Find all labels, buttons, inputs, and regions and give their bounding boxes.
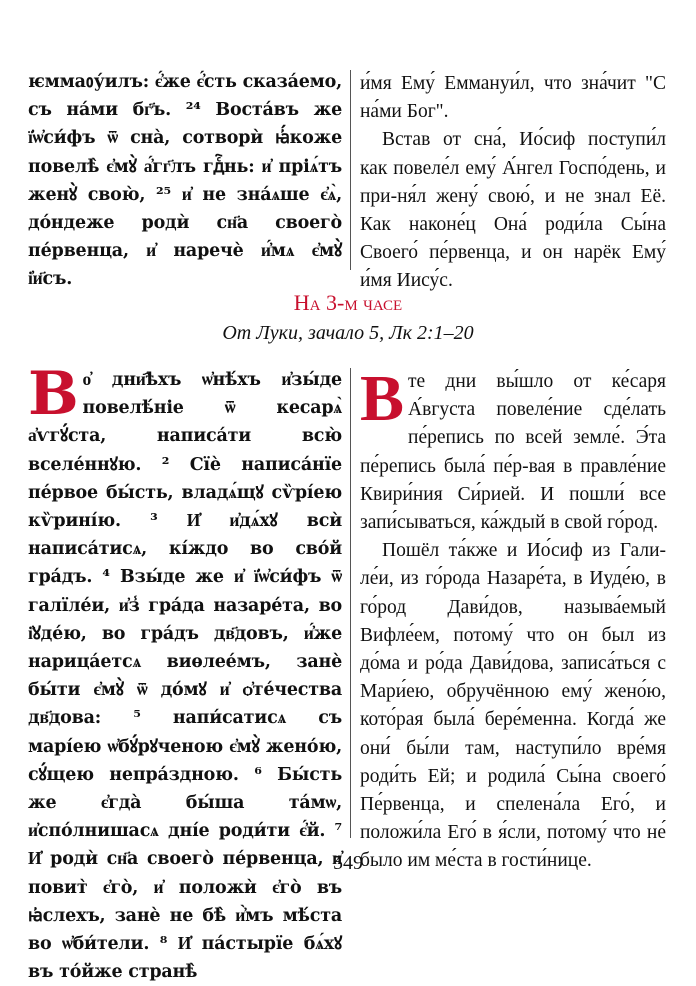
top-russian-p2: Встав от сна́, Ио́сиф поступи́л как повеле́л ему́ А́нгел Госпо́день, и при-ня́л жену́ свою́, и не знал Её. Как наконе́ц Она́ роди́ла Сы́на Своего́ пе́рвенца, и он нарёк Ему́ и́мя Иису́с. (360, 129, 666, 292)
top-slavonic-text: ѥммаᲂу́илъ: є҆́же є҆́сть сказа́емо, съ на́ми бг҃ъ. ²⁴ Воста́въ же ї҆ѡ҆си́фъ ѿ сна̀, сотворѝ ꙗ҆́коже повелѣ̀ є҆мꙋ̀ а҆́гг҃лъ гдⷭ҇нь: и҆ пріѧ́тъ женꙋ̀ свою̀, ²⁵ и҆ не зна́ѧше є҆ѧ̀, до́ндеже родѝ сн҃а своего̀ пе́рвенца, и҆ наречѐ и҆́мѧ є҆мꙋ̀ і҆и҃съ. (28, 72, 343, 290)
bottom-russian-p1 (360, 362, 666, 537)
top-russian-column (360, 70, 666, 296)
section-subtitle: От Луки, зачало 5, Лк 2:1–20 (222, 322, 474, 344)
top-column-divider (350, 70, 351, 270)
top-slavonic-column (28, 68, 343, 290)
russian-dropcap: В (360, 362, 405, 435)
bottom-russian-p1-text: те дни вы́шло от ке́саря А́вгуста повеле́ние сде́лать пе́репись по всей земле́. Э́та пе́репись была́ пе́р-вая в правле́ние Квири́ния Си́рией. И пошли́ все запи́сываться, ка́ждый в свой го́род. (360, 371, 666, 534)
page-number: 549 (333, 852, 363, 874)
bottom-slavonic-column (28, 359, 342, 983)
bottom-slavonic-text: о҆ дни҄ѣхъ ѡ҆нѣ́хъ и҆зы́де повелѣ́ніе ѿ кесарѧ̀ а҆ѵгꙋ́ста, написа́ти всю̀ вселе́ннꙋю. ² Сїѐ написа́нїе пе́рвое бы́сть, владѧ́щꙋ сѷрі́ею кѷрині́ю. ³ И҆ и҆дѧ́хꙋ всѝ написа́тисѧ, кі́ждо во сво́й гра́дъ. ⁴ Взы́де же и҆ ї҆ѡ҆си́фъ ѿ галїле́и, и҆з̾ гра́да назаре́та, во і҆ꙋде́ю, во гра́дъ дв҃довъ, и҆́же нарица́етсѧ виѳлее́мъ, занѐ бы́ти є҆мꙋ̀ ѿ до́мꙋ и҆ ѻ҆те́чества дв҃дова: ⁵ напи́сатисѧ съ марі́ею ѡ҆бꙋ́рꙋченою є҆мꙋ̀ жено́ю, сꙋ́щею непра́здною. ⁶ Бы́сть же є҆гда̀ бы́ша та́мѡ, и҆спо́лнишасѧ дні́е роди́ти є҆́й. ⁷ И҆ родѝ сн҃а своего̀ пе́рвенца, и҆ повит̀ є҆го̀, и҆ положѝ є҆го̀ въ ꙗ҆слехъ, занѐ не бѣ̀ и҆̀мъ мѣ́ста во ѡ҆би́тели. ⁸ И҆ па́стырїе бѧ́хꙋ въ тóйже странѣ̀ (28, 370, 342, 983)
slavonic-dropcap: В (28, 359, 79, 429)
top-russian-p1: и́мя Ему́ Еммануи́л, что зна́чит "С на́ми Бог". (360, 73, 666, 123)
bottom-russian-p2: Пошёл та́кже и Ио́сиф из Гали-ле́и, из го́рода Назаре́та, в Иуде́ю, в го́род Дави́дов, называ́емый Вифле́ем, потому́ что он был из до́ма и ро́да Дави́дова, записа́ться с Мари́ею, обручённою ему́ жено́ю, кото́рая была́ бере́менна. Когда́ же они́ бы́ли там, наступи́ло вре́мя роди́ть Ей; и родила́ Сы́на своего́ Пе́рвенца, и спелена́ла Его́, и положи́ла Его́ в я́сли, потому́ что не́ было им ме́ста в гости́нице. (360, 540, 666, 872)
bottom-russian-column (360, 362, 666, 876)
section-title: На 3-м часе (293, 290, 403, 315)
bottom-column-divider (350, 368, 351, 838)
